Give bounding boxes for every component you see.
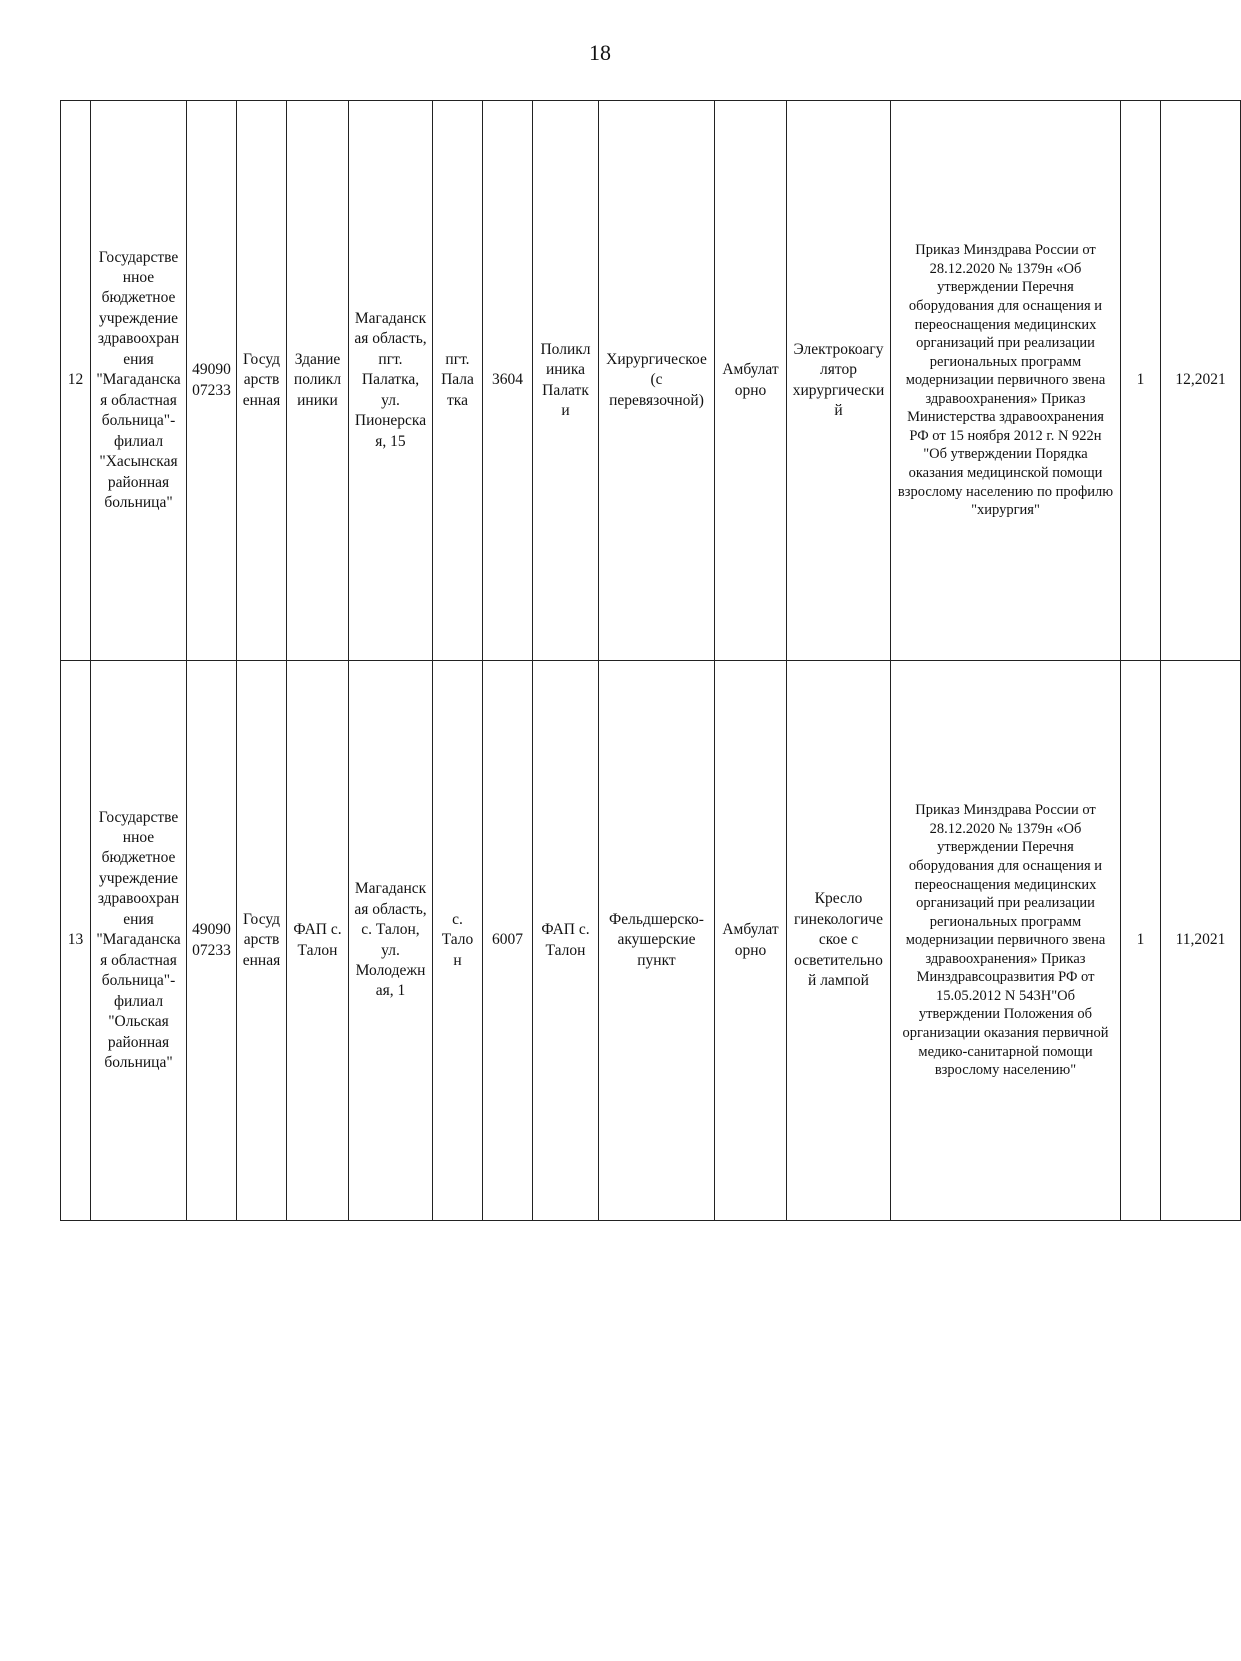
settlement-cell: с. Талон bbox=[433, 661, 483, 1221]
institution-cell: Государственное бюджетное учреждение здравоохранения "Магаданская областная больница"- филиал "Хасынская районная больница" bbox=[91, 101, 187, 661]
date-cell: 11,2021 bbox=[1161, 661, 1241, 1221]
care-form-cell: Амбулаторно bbox=[715, 661, 787, 1221]
equipment-cell: Электрокоагулятор хирургический bbox=[787, 101, 891, 661]
row-number-cell: 12 bbox=[61, 101, 91, 661]
department-cell: Хирургическое (с перевязочной) bbox=[599, 101, 715, 661]
ownership-cell: Государственная bbox=[237, 101, 287, 661]
unit-cell: ФАП с. Талон bbox=[533, 661, 599, 1221]
row-number-cell: 13 bbox=[61, 661, 91, 1221]
date-cell: 12,2021 bbox=[1161, 101, 1241, 661]
page-number: 18 bbox=[589, 40, 611, 65]
inn-cell: 4909007233 bbox=[187, 661, 237, 1221]
inn-cell: 4909007233 bbox=[187, 101, 237, 661]
building-cell: ФАП с. Талон bbox=[287, 661, 349, 1221]
table-row-13 bbox=[61, 661, 1241, 1221]
quantity-cell: 1 bbox=[1121, 661, 1161, 1221]
population-cell: 3604 bbox=[483, 101, 533, 661]
department-cell: Фельдшерско-акушерские пункт bbox=[599, 661, 715, 1221]
table-row-12 bbox=[61, 101, 1241, 661]
ownership-cell: Государственная bbox=[237, 661, 287, 1221]
settlement-cell: пгт. Палатка bbox=[433, 101, 483, 661]
institution-cell: Государственное бюджетное учреждение здравоохранения "Магаданская областная больница"- филиал "Ольская районная больница" bbox=[91, 661, 187, 1221]
address-cell: Магаданская область, с. Талон, ул. Молодежная, 1 bbox=[349, 661, 433, 1221]
equipment-table-container bbox=[60, 100, 1226, 1221]
population-cell: 6007 bbox=[483, 661, 533, 1221]
building-cell: Здание поликлиники bbox=[287, 101, 349, 661]
unit-cell: Поликлиника Палатки bbox=[533, 101, 599, 661]
quantity-cell: 1 bbox=[1121, 101, 1161, 661]
documents-cell: Приказ Минздрава России от 28.12.2020 № 1379н «Об утверждении Перечня оборудования для оснащения и переоснащения медицинских организаций при реализации региональных программ модернизации первичного звена здравоохранения» Приказ Минздравсоцразвития РФ от 15.05.2012 N 543Н"Об утверждении Положения об организации оказания первичной медико-санитарной помощи взрослому населению" bbox=[891, 661, 1121, 1221]
equipment-cell: Кресло гинекологическое с осветительной лампой bbox=[787, 661, 891, 1221]
equipment-table bbox=[60, 100, 1241, 1221]
address-cell: Магаданская область, пгт. Палатка, ул. Пионерская, 15 bbox=[349, 101, 433, 661]
documents-cell: Приказ Минздрава России от 28.12.2020 № 1379н «Об утверждении Перечня оборудования для оснащения и переоснащения медицинских организаций при реализации региональных программ модернизации первичного звена здравоохранения» Приказ Министерства здравоохранения РФ от 15 ноября 2012 г. N 922н "Об утверждении Порядка оказания медицинской помощи взрослому населению по профилю "хирургия" bbox=[891, 101, 1121, 661]
care-form-cell: Амбулаторно bbox=[715, 101, 787, 661]
